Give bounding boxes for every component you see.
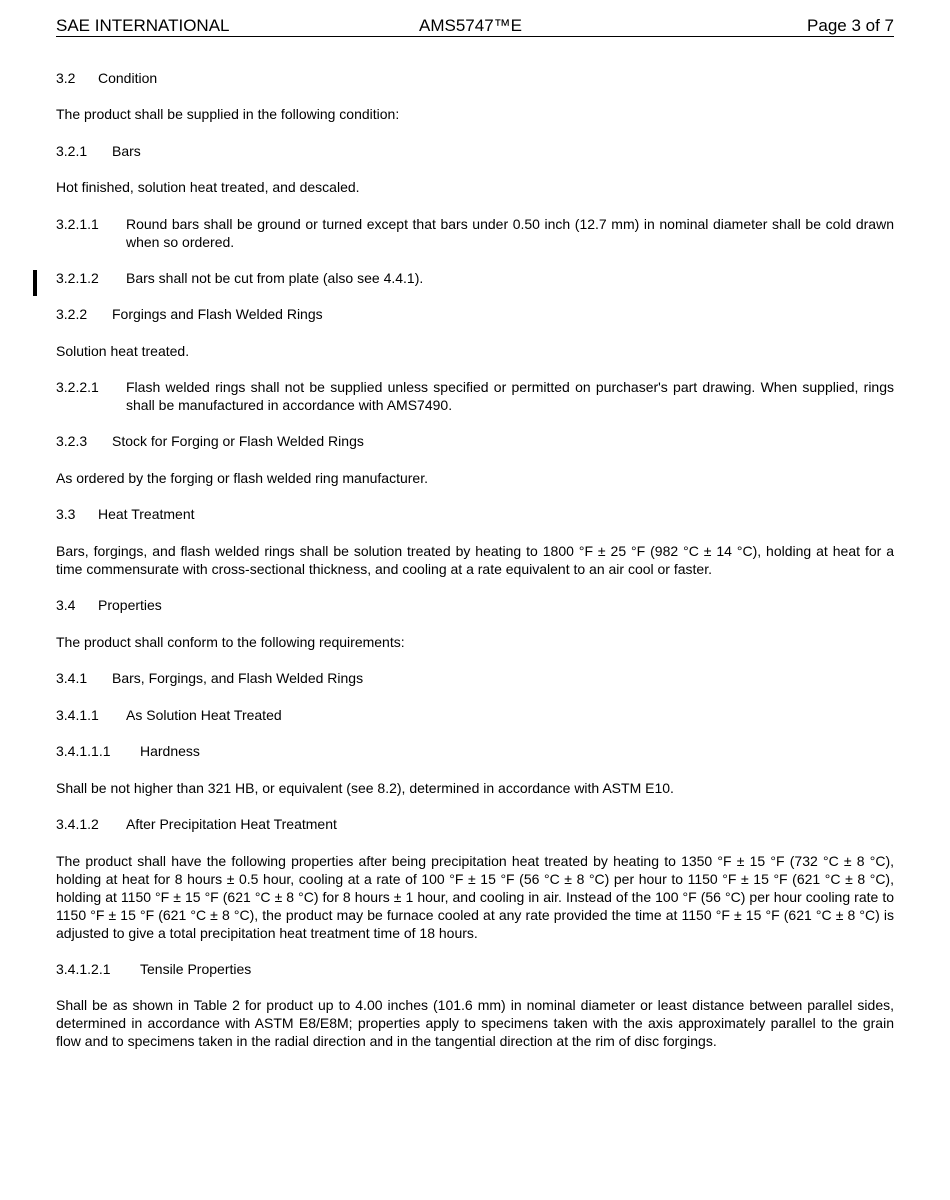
section-number: 3.4.1.1.1 (56, 743, 111, 759)
paragraph: Hot finished, solution heat treated, and descaled. (56, 179, 360, 195)
paragraph: Solution heat treated. (56, 343, 190, 359)
numbered-paragraph (56, 269, 894, 287)
section-number: 3.4.1.2.1 (56, 961, 111, 977)
section-number: 3.2.3 (56, 433, 88, 449)
paragraph-body: Round bars shall be ground or turned except that bars under 0.50 inch (12.7 mm) in nominal diameter shall be cold drawn when so ordered. (126, 216, 894, 250)
section-title: Condition (98, 70, 158, 86)
paragraph: As ordered by the forging or flash welded ring manufacturer. (56, 470, 428, 486)
section-title: Properties (98, 597, 162, 613)
revision-change-bar (33, 270, 37, 296)
section-number: 3.4.1 (56, 670, 88, 686)
section-number: 3.3 (56, 506, 76, 522)
header-doc-id: AMS5747™E (419, 16, 522, 35)
paragraph-body: Bars shall not be cut from plate (also see 4.4.1). (126, 270, 424, 286)
paragraph: Shall be as shown in Table 2 for product up to 4.00 inches (101.6 mm) in nominal diameter or least distance between parallel sides, determined in accordance with ASTM E8/E8M; properties apply to specimens taken with the axis approximately parallel to the grain flow and to specimens taken in the radial direction and in the tangential direction at the rim of disc forgings. (56, 997, 894, 1049)
section-number: 3.2.1 (56, 143, 88, 159)
section-title: Heat Treatment (98, 506, 195, 522)
paragraph: Shall be not higher than 321 HB, or equivalent (see 8.2), determined in accordance with ASTM E10. (56, 780, 674, 796)
section-title: Tensile Properties (140, 961, 252, 977)
numbered-paragraph (56, 378, 894, 414)
section-number: 3.4.1.2 (56, 816, 99, 832)
header-page-number: Page 3 of 7 (807, 16, 894, 35)
paragraph-body: Flash welded rings shall not be supplied unless specified or permitted on purchaser's part drawing. When supplied, rings shall be manufactured in accordance with AMS7490. (126, 379, 894, 413)
paragraph: The product shall be supplied in the following condition: (56, 106, 400, 122)
section-number: 3.2 (56, 70, 76, 86)
numbered-paragraph (56, 215, 894, 251)
paragraph-number: 3.2.1.1 (56, 216, 99, 232)
section-title: Bars, Forgings, and Flash Welded Rings (112, 670, 364, 686)
section-title: As Solution Heat Treated (126, 707, 282, 723)
paragraph-number: 3.2.2.1 (56, 379, 99, 395)
paragraph: Bars, forgings, and flash welded rings shall be solution treated by heating to 1800 °F ± 25 °F (982 °C ± 14 °C), holding at heat for a time commensurate with cross-sectional thickness, and cooling at a rate equivalent to an air cool or faster. (56, 543, 894, 577)
section-number: 3.4.1.1 (56, 707, 99, 723)
paragraph: The product shall have the following properties after being precipitation heat treated by heating to 1350 °F ± 15 °F (732 °C ± 8 °C), holding at heat for 8 hours ± 0.5 hour, cooling at a rate of 100 °F ± 15 °F (56 °C ± 8 °C) per hour to 1150 °F ± 15 °F (621 °C ± 8 °C), holding at 1150 °F ± 15 °F (621 °C ± 8 °C) for 8 hours ± 1 hour, and cooling in air. Instead of the 100 °F (56 °C) per hour cooling rate to 1150 °F ± 15 °F (621 °C ± 8 °C), the product may be furnace cooled at any rate provided the time at 1150 °F ± 15 °F (621 °C ± 8 °C) is adjusted to give a total precipitation heat treatment time of 18 hours. (56, 853, 894, 941)
section-number: 3.4 (56, 597, 76, 613)
section-title: Bars (112, 143, 141, 159)
section-title: After Precipitation Heat Treatment (126, 816, 337, 832)
section-title: Hardness (140, 743, 200, 759)
paragraph: The product shall conform to the following requirements: (56, 634, 405, 650)
header-org: SAE INTERNATIONAL (56, 16, 230, 35)
paragraph-number: 3.2.1.2 (56, 270, 99, 286)
section-title: Stock for Forging or Flash Welded Rings (112, 433, 364, 449)
page-header (56, 16, 894, 37)
section-number: 3.2.2 (56, 306, 88, 322)
section-title: Forgings and Flash Welded Rings (112, 306, 323, 322)
